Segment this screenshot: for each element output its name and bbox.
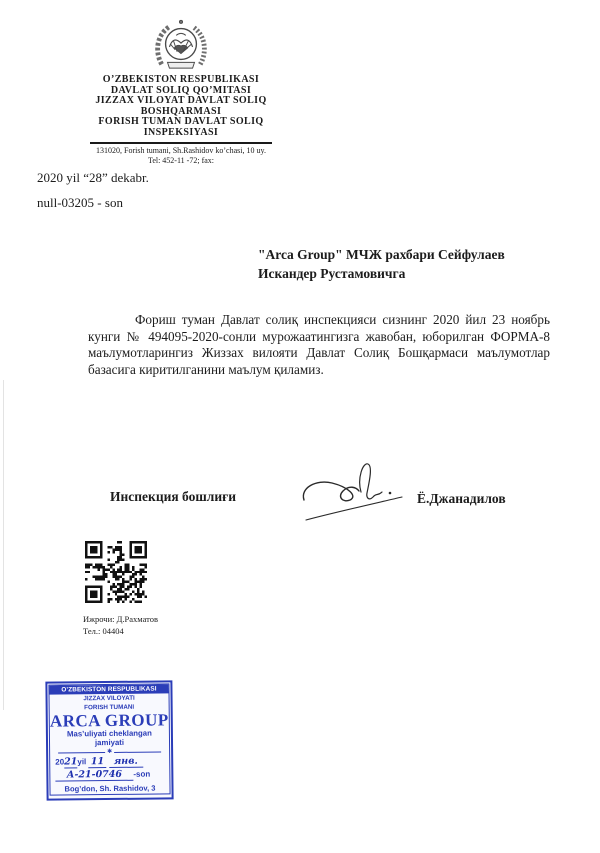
org-name-line: BOSHQARMASI [140, 105, 222, 117]
scan-edge-artifact [3, 380, 4, 710]
org-name-line: DAVLAT SOLIQ QO’MITASI [110, 84, 252, 96]
stamp-month-handwritten: янв. [113, 755, 138, 768]
company-stamp [45, 680, 173, 800]
letterhead-divider [90, 142, 272, 144]
qr-code [85, 541, 147, 603]
stamp-day-handwritten: 11 [90, 756, 105, 768]
stamp-legal-form-line: Mas’uliyati cheklangan [66, 728, 152, 739]
letterhead [45, 18, 317, 165]
stamp-country-line: O’ZBEKISTON RESPUBLIKASI [49, 684, 168, 694]
stamp-number-line [55, 770, 164, 782]
stamp-separator [58, 749, 161, 756]
recipient-line: "Arca Group" МЧЖ рахбари Сейфулаев [258, 247, 505, 262]
org-name-line: O’ZBEKISTON RESPUBLIKASI [102, 74, 260, 85]
org-name-line: JIZZAX VILOYAT DAVLAT SOLIQ [95, 95, 267, 106]
uzbekistan-emblem-icon [150, 18, 212, 72]
stamp-address: Bog’don, Sh. Rashidov, 3 [64, 783, 156, 794]
stamp-yil-label: yil [77, 757, 87, 767]
org-address: 131020, Forish tumani, Sh.Rashidov ko’chasi, 10 uy. [96, 146, 266, 155]
letter-body: Фориш туман Давлат солиқ инспекцияси сизнинг 2020 йил 23 ноябрь кунги № 494095-2020-сонли мурожаатингизга жавобан, юборилган ФОРМА-8 маълумотларингиз Жиззах вилояти Давлат Солиқ Бошқармаси маълумотлар базасига киритилганини маълум қиламиз. [88, 312, 550, 377]
stamp-date-prefix: 20 [55, 757, 65, 767]
org-phone: Tel: 452-11 -72; fax: [147, 155, 214, 165]
stamp-year-handwritten: 21 [64, 756, 78, 768]
reference-block [37, 170, 149, 211]
stamp-son-label: -son [133, 769, 151, 779]
org-name-line: INSPEKSIYASI [143, 126, 219, 138]
executor-phone: Тел.: 04404 [83, 625, 124, 636]
stamp-date-line [55, 757, 164, 769]
stamp-number-handwritten: А-21-0746 [66, 769, 123, 781]
recipient-line: Искандер Рустамовичга [258, 266, 406, 281]
org-name-line: FORISH TUMAN DAVLAT SOLIQ [98, 116, 264, 127]
handwritten-signature-icon [298, 456, 416, 526]
signer-name: Ё.Джанадилов [417, 491, 506, 506]
letter-date: 2020 yil “28” dekabr. [37, 170, 149, 185]
executor-block [83, 614, 158, 637]
stamp-district-line: FORISH TUMANI [84, 703, 135, 711]
stamp-region-line: JIZZAX VILOYATI [83, 694, 135, 703]
executor-name: Ижрочи: Д.Рахматов [83, 614, 159, 624]
asterisk-icon: ✱ [107, 749, 113, 756]
signer-title: Инспекция бошлиғи [110, 489, 237, 504]
stamp-company-name: ARCA GROUP [49, 710, 169, 731]
letter-number: null-03205 - son [37, 195, 123, 210]
stamp-legal-form-line: jamiyati [94, 737, 125, 747]
recipient-block [258, 245, 505, 283]
stamp-inner-border [48, 683, 170, 795]
